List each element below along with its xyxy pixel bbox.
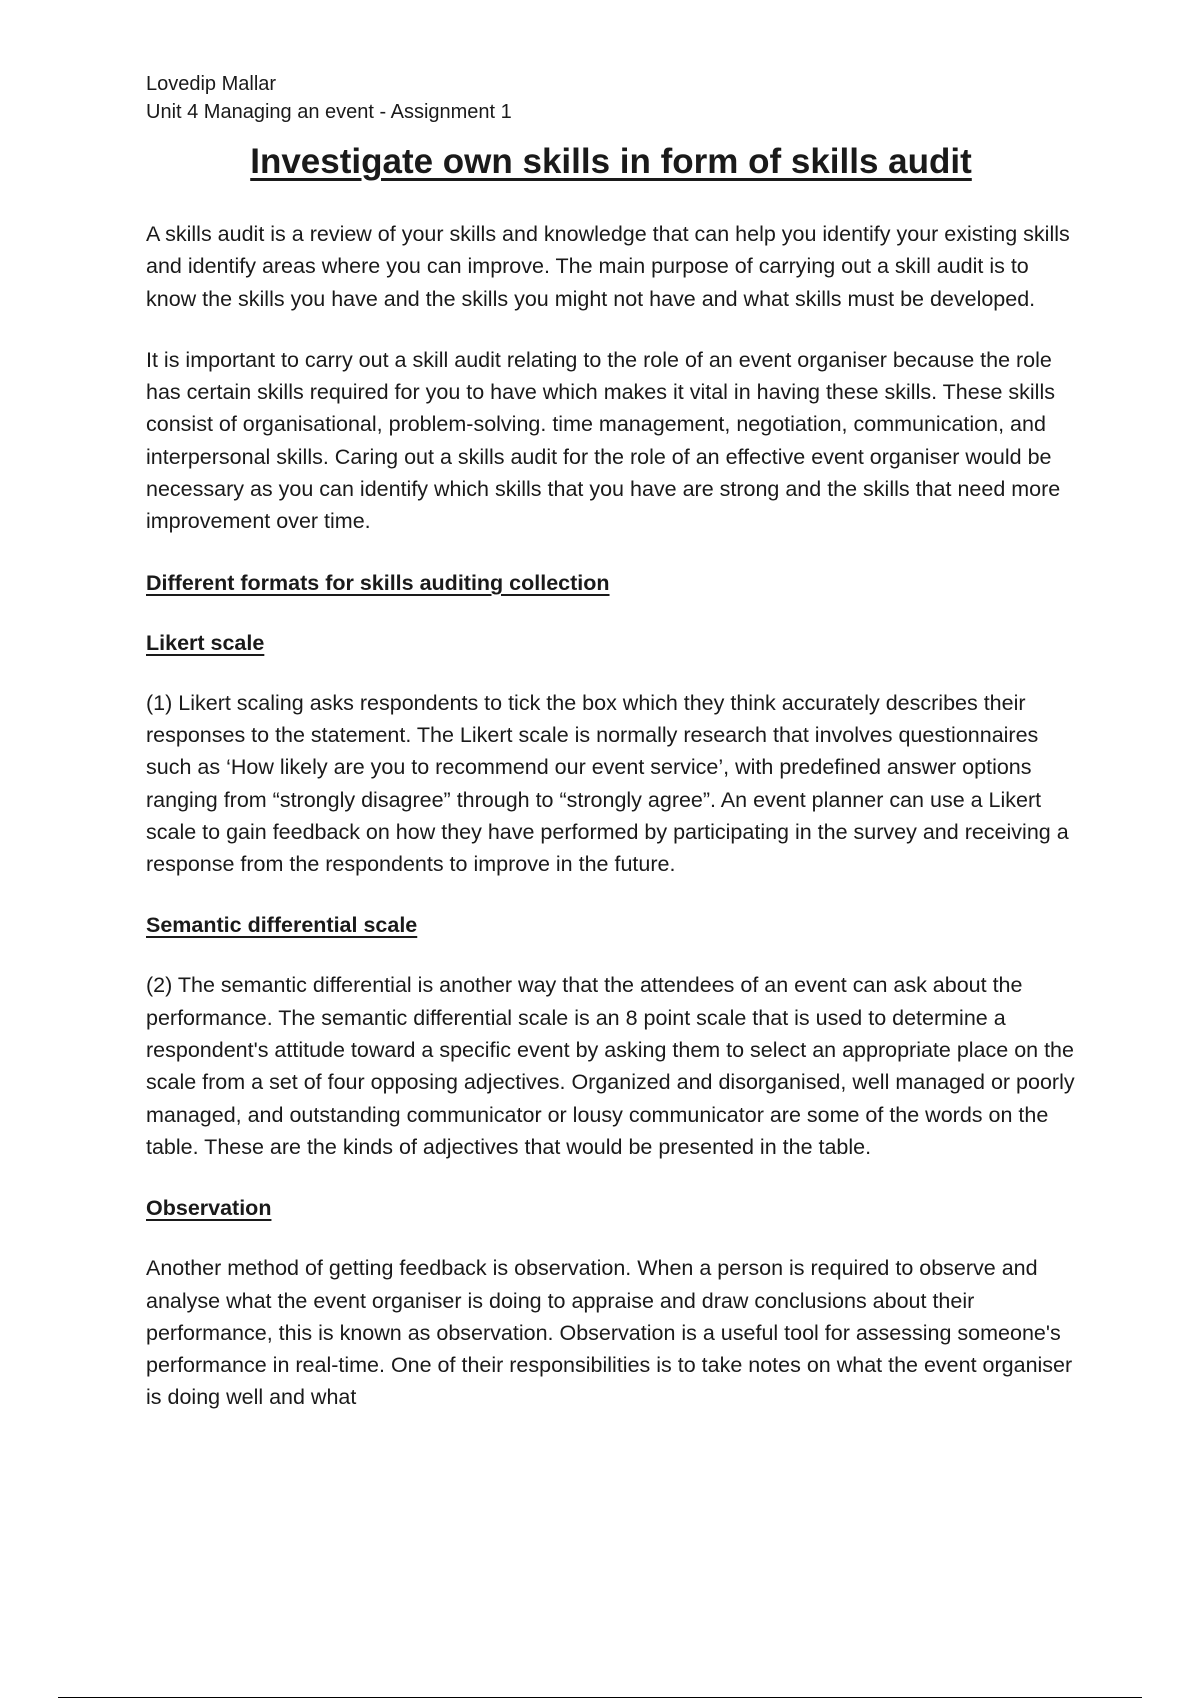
intro-paragraph-1: A skills audit is a review of your skills and knowledge that can help you identify your existing skills and identify areas where you can improve. The main purpose of carrying out a skill audit is to know the skills you have and the skills you might not have and what skills must be developed.: [146, 222, 1070, 311]
observation-heading: Observation: [146, 1196, 272, 1221]
author-name: Lovedip Mallar: [146, 73, 277, 95]
formats-heading: Different formats for skills auditing collection: [146, 570, 610, 595]
semantic-paragraph: (2) The semantic differential is another way that the attendees of an event can ask about the performance. The semantic differential scale is an 8 point scale that is used to determine a respondent's attitude toward a specific event by asking them to select an appropriate place on the scale from a set of four opposing adjectives. Organized and disorganised, well managed or poorly managed, and outstanding communicator or lousy communicator are some of the words on the table. These are the kinds of adjectives that would be presented in the table.: [146, 973, 1075, 1159]
document-page: [146, 70, 1076, 1443]
document-title: Investigate own skills in form of skills audit: [250, 142, 972, 181]
likert-paragraph: (1) Likert scaling asks respondents to tick the box which they think accurately describes their responses to the statement. The Likert scale is normally research that involves questionnaires such as ‘How likely are you to recommend our event service’, with predefined answer options ranging from “strongly disagree” through to “strongly agree”. An event planner can use a Likert scale to gain feedback on how they have performed by participating in the survey and receiving a response from the respondents to improve in the future.: [146, 690, 1069, 877]
unit-title: Unit 4 Managing an event - Assignment 1: [146, 101, 512, 123]
intro-paragraph-2: It is important to carry out a skill audit relating to the role of an event organiser because the role has certain skills required for you to have which makes it vital in having these skills. These skills consist of organisational, problem-solving. time management, negotiation, communication, and interpersonal skills. Caring out a skills audit for the role of an effective event organiser would be necessary as you can identify which skills that you have are strong and the skills that need more improvement over time.: [146, 347, 1061, 534]
footer-divider: [58, 1697, 1142, 1698]
observation-paragraph: Another method of getting feedback is observation. When a person is required to observe and analyse what the event organiser is doing to appraise and draw conclusions about their performance, this is known as observation. Observation is a useful tool for assessing someone's performance in real-time. One of their responsibilities is to take notes on what the event organiser is doing well and what: [146, 1256, 1073, 1410]
likert-heading: Likert scale: [146, 630, 265, 655]
semantic-heading: Semantic differential scale: [146, 913, 418, 938]
